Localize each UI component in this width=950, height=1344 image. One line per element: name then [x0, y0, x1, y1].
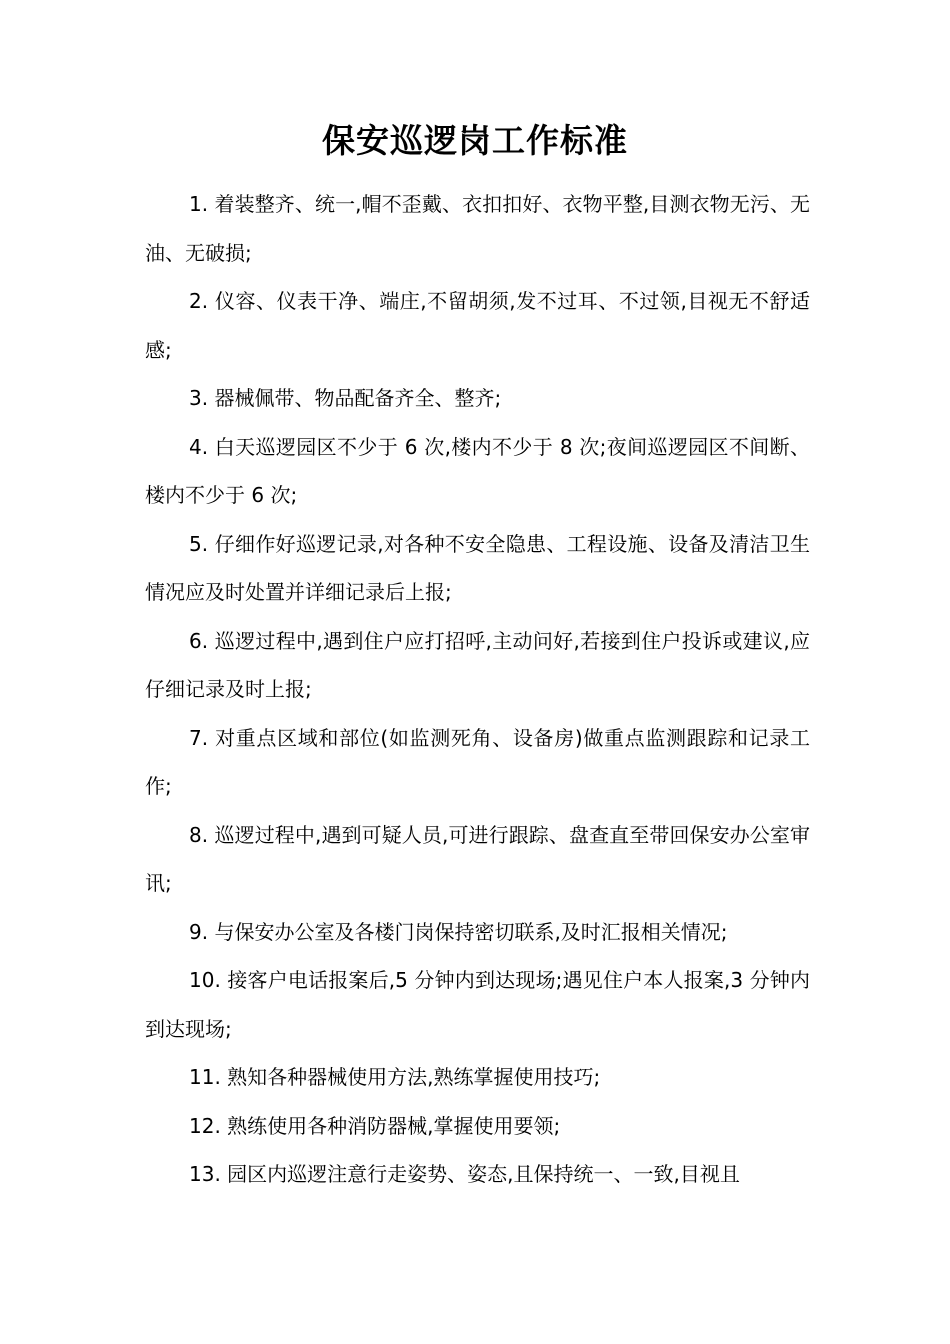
- standard-item-5: 5. 仔细作好巡逻记录,对各种不安全隐患、工程设施、设备及清洁卫生情况应及时处置并详细记录后上报;: [145, 531, 810, 604]
- document-title: 保安巡逻岗工作标准: [322, 121, 628, 160]
- standard-item-4: 4. 白天巡逻园区不少于 6 次,楼内不少于 8 次;夜间巡逻园区不间断、楼内不少于 6 次;: [145, 434, 810, 507]
- standard-item-8: 8. 巡逻过程中,遇到可疑人员,可进行跟踪、盘查直至带回保安办公室审讯;: [145, 822, 810, 895]
- standard-item-1: 1. 着装整齐、统一,帽不歪戴、衣扣扣好、衣物平整,目测衣物无污、无油、无破损;: [145, 192, 810, 265]
- standard-item-6: 6. 巡逻过程中,遇到住户应打招呼,主动问好,若接到住户投诉或建议,应仔细记录及时上报;: [145, 628, 810, 701]
- document-body: [145, 180, 810, 1199]
- standard-item-9: 9. 与保安办公室及各楼门岗保持密切联系,及时汇报相关情况;: [189, 919, 728, 944]
- standard-item-7: 7. 对重点区域和部位(如监测死角、设备房)做重点监测跟踪和记录工作;: [145, 725, 810, 798]
- standard-item-12: 12. 熟练使用各种消防器械,掌握使用要领;: [189, 1113, 561, 1138]
- standard-item-2: 2. 仪容、仪表干净、端庄,不留胡须,发不过耳、不过领,目视无不舒适感;: [145, 289, 810, 362]
- standard-item-13: 13. 园区内巡逻注意行走姿势、姿态,且保持统一、一致,目视且: [189, 1162, 740, 1186]
- standard-item-11: 11. 熟知各种器械使用方法,熟练掌握使用技巧;: [189, 1065, 601, 1089]
- standard-item-3: 3. 器械佩带、物品配备齐全、整齐;: [189, 386, 502, 410]
- standard-item-10: 10. 接客户电话报案后,5 分钟内到达现场;遇见住户本人报案,3 分钟内到达现场;: [145, 968, 810, 1041]
